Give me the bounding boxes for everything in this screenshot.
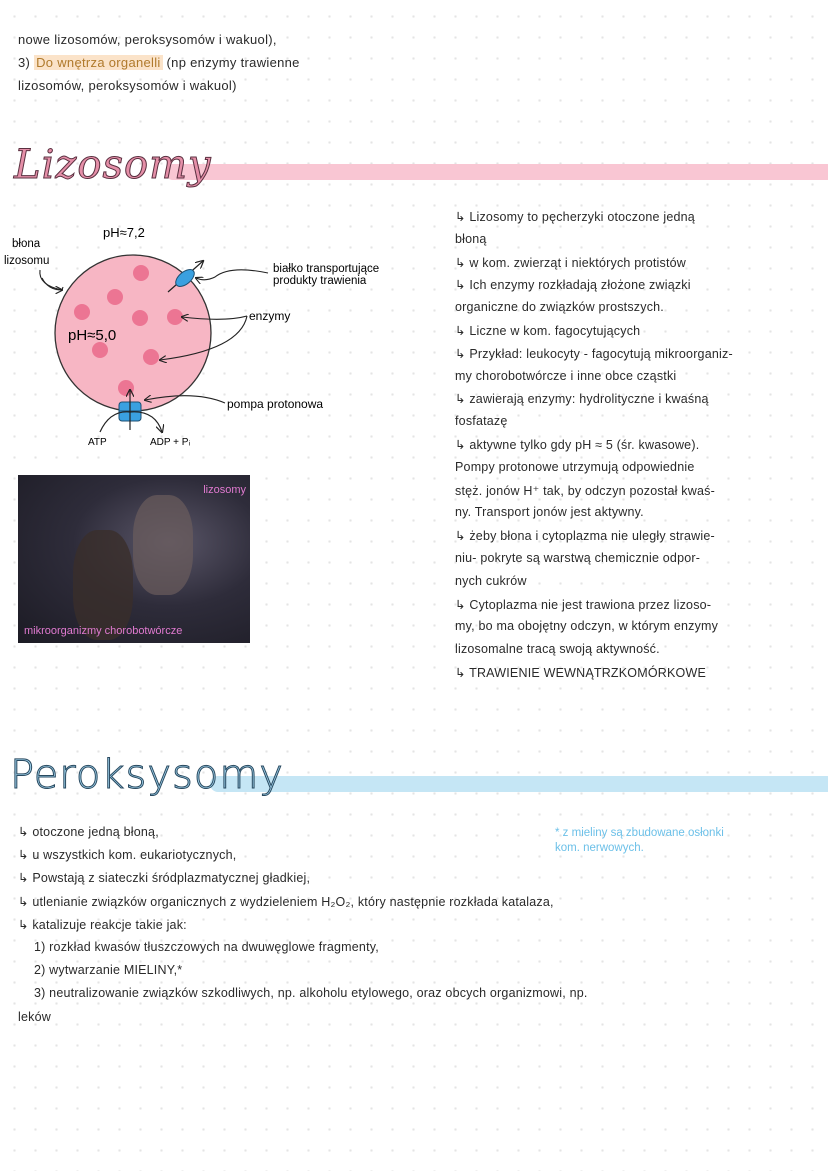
lysosome-note-line: ↳ TRAWIENIE WEWNĄTRZKOMÓRKOWE	[455, 666, 706, 680]
peroxisome-note-line: ↳ u wszystkich kom. eukariotycznych,	[18, 848, 237, 863]
footnote-line-2: kom. nerwowych.	[555, 842, 644, 854]
enzyme-dot	[167, 309, 183, 325]
enzyme-dot	[118, 380, 134, 396]
lysosome-note-line: ↳ żeby błona i cytoplazma nie uległy strawie-	[455, 529, 715, 544]
lysosome-note-line: stęż. jonów H⁺ tak, by odczyn pozostał kwaś-	[455, 483, 715, 498]
meme-bottom-label: mikroorganizmy chorobotwórcze	[24, 625, 183, 637]
enzyme-dot	[107, 289, 123, 305]
pump-label: pompa protonowa	[227, 397, 324, 411]
lysosome-note-line: ↳ zawierają enzymy: hydrolityczne i kwaśną	[455, 392, 709, 407]
meme-top-label: lizosomy	[203, 484, 246, 496]
lysosome-note-line: błoną	[455, 231, 487, 246]
lysosome-note-line: ↳ Cytoplazma nie jest trawiona przez lizoso-	[455, 597, 712, 612]
lysosome-note-line: my, bo ma obojętny odczyn, w którym enzymy	[455, 619, 719, 634]
meme-image	[18, 475, 250, 643]
ph-outside-label: pH≈7,2	[103, 225, 145, 240]
intro-line-1: nowe lizosomów, peroksysomów i wakuol),	[18, 32, 277, 47]
lysosome-note-line: ↳ Ich enzymy rozkładają złożone związki	[455, 278, 691, 293]
enzyme-dot	[74, 304, 90, 320]
figure-right	[133, 495, 193, 595]
lysosome-note-line: ↳ w kom. zwierząt i niektórych protistów	[455, 255, 687, 270]
intro-highlight: Do wnętrza organelli	[36, 55, 161, 70]
transport-label-2: produkty trawienia	[273, 275, 367, 287]
peroxisome-note-line: ↳ otoczone jedną błoną,	[18, 825, 159, 839]
peroxisome-note-line: 1) rozkład kwasów tłuszczowych na dwuwęglowe fragmenty,	[34, 940, 379, 954]
intro-rest: (np enzymy trawienne	[166, 55, 300, 70]
atp-label: ATP	[88, 437, 107, 448]
membrane-label: błona	[12, 238, 41, 250]
peroxisome-note-line: 2) wytwarzanie MIELINY,*	[34, 963, 183, 978]
lysosome-note-line: fosfatazę	[455, 414, 508, 429]
peroxisome-note-line: 3) neutralizowanie związków szkodliwych, np. alkoholu etylowego, oraz obcych organizmowi, np.	[34, 986, 588, 1001]
peroxisome-note-line: leków	[18, 1009, 51, 1024]
peroxisome-note-line: ↳ utlenianie związków organicznych z wydzieleniem H₂O₂, który następnie rozkłada katalaza,	[18, 894, 554, 909]
peroxisome-title: Peroksysomy	[10, 752, 284, 798]
lysosome-note-line: ↳ Liczne w kom. fagocytujących	[455, 324, 641, 338]
adp-label: ADP + Pᵢ	[150, 437, 191, 448]
intro-line-3: lizosomów, peroksysomów i wakuol)	[18, 78, 237, 93]
lysosome-note-line: nych cukrów	[455, 573, 527, 588]
ph-inside-label: pH≈5,0	[68, 327, 117, 344]
lysosome-note-line: my chorobotwórcze i inne obce cząstki	[455, 368, 677, 383]
lysosome-note-line: ↳ Lizosomy to pęcherzyki otoczone jedną	[455, 210, 695, 224]
lysosome-note-line: ↳ Przykład: leukocyty - fagocytują mikroorganiz-	[455, 346, 733, 361]
peroxisome-note-line: ↳ katalizuje reakcje takie jak:	[18, 917, 187, 932]
lysosome-title: Lizosomy	[14, 142, 212, 188]
enzyme-dot	[92, 342, 108, 358]
peroxisome-title-bar	[210, 776, 828, 792]
lysosome-title-bar	[165, 164, 828, 180]
lysosome-note-line: ny. Transport jonów jest aktywny.	[455, 505, 644, 520]
transport-label: białko transportujące	[273, 263, 380, 275]
myelin-footnote	[555, 826, 724, 856]
membrane-label-2: lizosomu	[4, 255, 50, 267]
figure-left	[73, 530, 133, 640]
lysosome-diagram	[0, 210, 430, 460]
intro-num: 3)	[18, 55, 31, 70]
enzyme-dot	[133, 265, 149, 281]
lysosome-note-line: organiczne do związków prostszych.	[455, 300, 664, 315]
lysosome-note-line: Pompy protonowe utrzymują odpowiednie	[455, 459, 695, 474]
intro-line-2	[18, 55, 300, 70]
peroxisome-note-line: ↳ Powstają z siateczki śródplazmatycznej gładkiej,	[18, 871, 311, 886]
lysosome-note-line: ↳ aktywne tylko gdy pH ≈ 5 (śr. kwasowe).	[455, 438, 700, 452]
enzymes-label: enzymy	[249, 309, 291, 323]
enzyme-dot	[143, 349, 159, 365]
lysosome-note-line: lizosomalne tracą swoją aktywność.	[455, 642, 660, 657]
enzyme-dot	[132, 310, 148, 326]
footnote-line-1: * z mieliny są zbudowane osłonki	[555, 827, 724, 839]
lysosome-note-line: niu- pokryte są warstwą chemicznie odpor-	[455, 551, 701, 565]
